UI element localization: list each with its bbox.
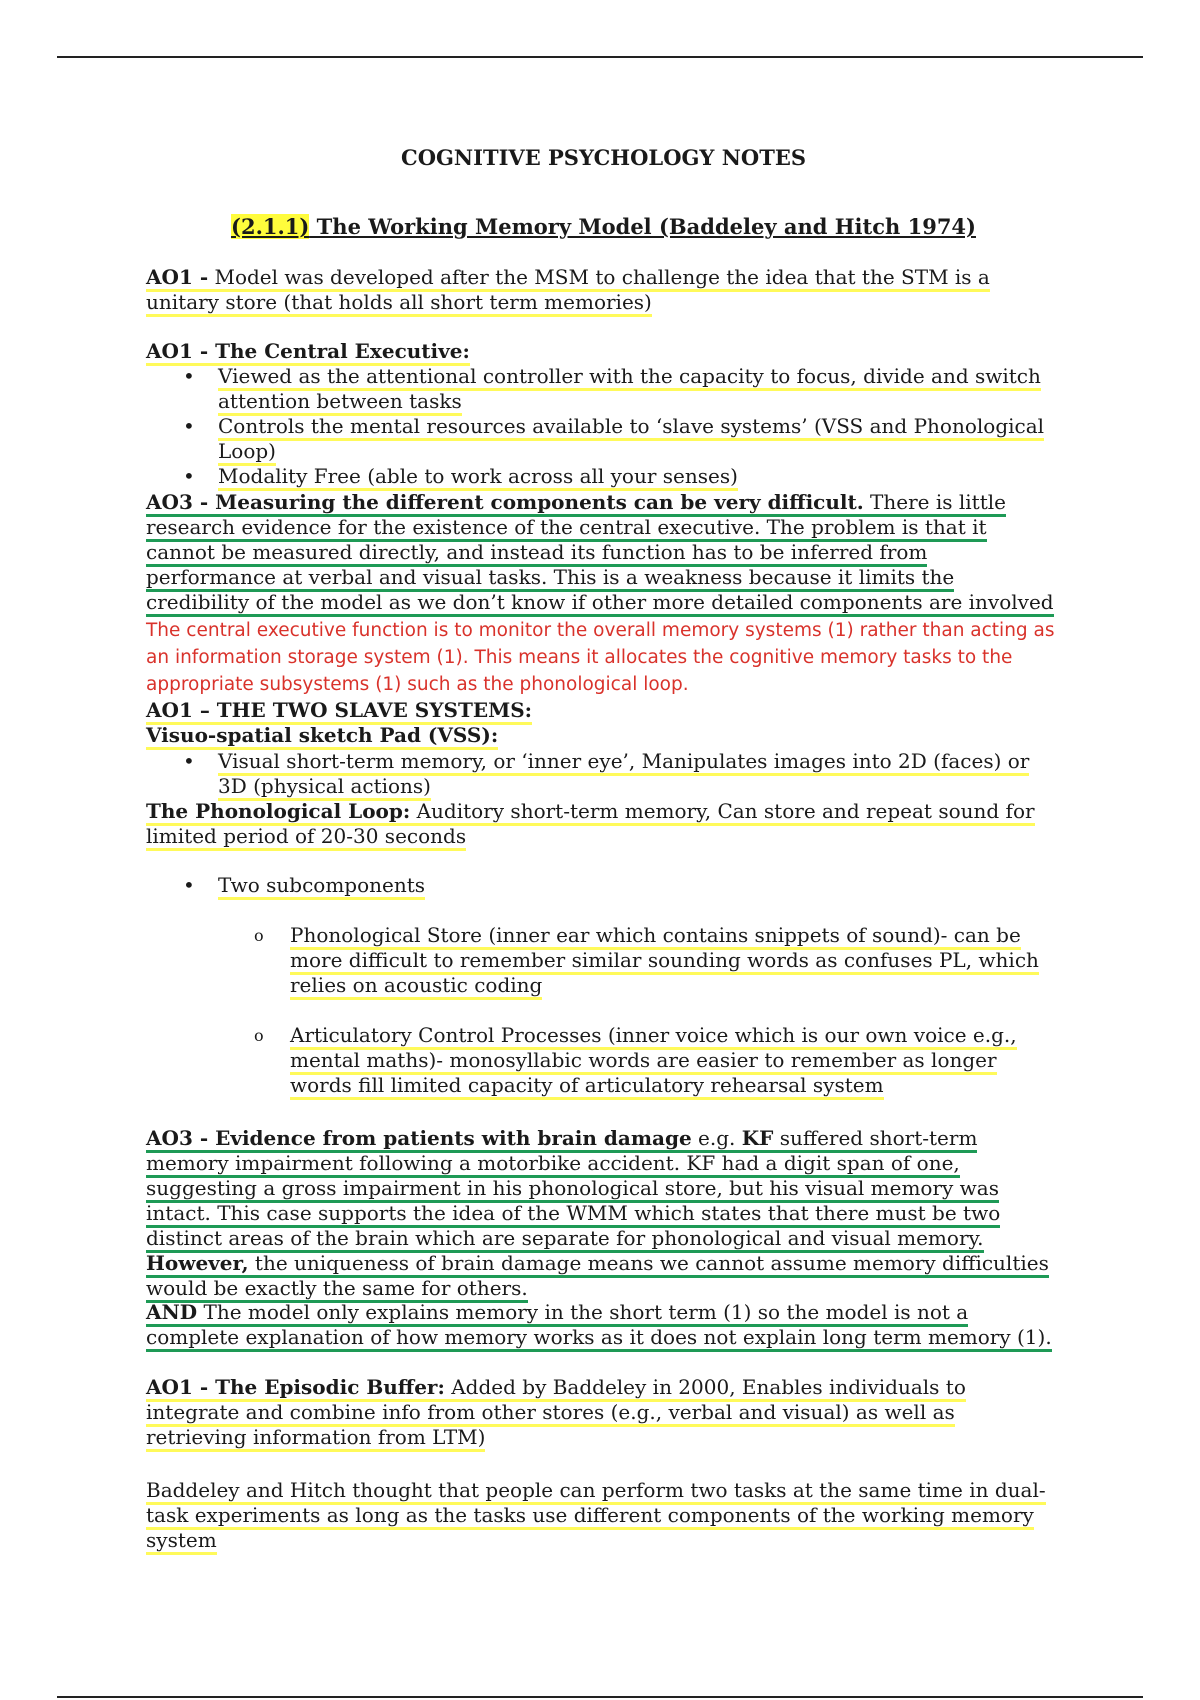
vss-heading-text: Visuo-spatial sketch Pad (VSS): — [146, 723, 499, 747]
ao3-brain-damage-however: However, — [146, 1251, 249, 1275]
vss-list — [146, 749, 1061, 799]
page-title: COGNITIVE PSYCHOLOGY NOTES — [400, 145, 807, 170]
list-item-text: Modality Free (able to work across all your senses) — [218, 464, 738, 491]
footer-rule — [57, 1696, 1143, 1698]
ao3-brain-damage-kf: KF — [741, 1126, 774, 1150]
ao3-measuring-paragraph — [146, 490, 1061, 615]
and-label: AND — [146, 1300, 198, 1324]
and-text: The model only explains memory in the short term (1) so the model is not a complete explanation of how memory works as it does not explain long term memory (1). — [146, 1300, 1052, 1349]
dual-task-text: Baddeley and Hitch thought that people can perform two tasks at the same time in dual-task experiments as long as the tasks use different components of the working memory system — [146, 1478, 1046, 1555]
list-item — [146, 414, 1061, 464]
ao3-brain-damage-text: suffered short-term memory impairment following a motorbike accident. KF had a digit span of one, suggesting a gross impairment in his phonological store, but his visual memory was intact. This case supports the idea of the WMM which states that there must be two distinct areas of the brain which are separate for phonological and visual memory. — [146, 1126, 1001, 1250]
sub-list-item — [146, 1023, 1061, 1098]
sub-list-item — [146, 923, 1061, 998]
section-code: (2.1.1) — [231, 214, 310, 239]
list-item — [146, 749, 1061, 799]
episodic-buffer-paragraph — [146, 1375, 1061, 1450]
list-item — [146, 873, 1061, 898]
ao3-brain-damage-eg: e.g. — [691, 1126, 742, 1150]
and-paragraph — [146, 1300, 1061, 1350]
slave-systems-heading — [146, 698, 1061, 723]
subcomponent-list — [146, 923, 1061, 1098]
ao3-brain-damage-label: AO3 - Evidence from patients with brain damage — [146, 1126, 692, 1150]
list-item — [146, 464, 1061, 489]
section-heading — [146, 214, 1061, 239]
mark-scheme-note: The central executive function is to monitor the overall memory systems (1) rather than acting as an information storage system (1). This means it allocates the cognitive memory tasks to the appropriate subsystems (1) such as the phonological loop. — [146, 620, 1055, 695]
central-executive-heading-text: AO1 - The Central Executive: — [146, 339, 470, 363]
episodic-buffer-label: AO1 - The Episodic Buffer: — [146, 1375, 445, 1399]
sub-list-item-text: Phonological Store (inner ear which contains snippets of sound)- can be more difficult to remember similar sounding words as confuses PL, which relies on acoustic coding — [290, 923, 1039, 1000]
list-item-text: Two subcomponents — [218, 873, 425, 900]
intro-label: AO1 - — [146, 265, 209, 289]
list-item-text: Visual short-term memory, or ‘inner eye’, Manipulates images into 2D (faces) or 3D (physical actions) — [218, 749, 1029, 801]
list-item — [146, 364, 1061, 414]
vss-heading — [146, 723, 1061, 748]
phonological-loop-text: Auditory short-term memory, Can store and repeat sound for limited period of 20-30 seconds — [146, 799, 1035, 848]
ao3-measuring-text: There is little research evidence for the existence of the central executive. The problem is that it cannot be measured directly, and instead its function has to be inferred from performance at verbal and visual tasks. This is a weakness because it limits the credibility of the model as we don’t know if other more detailed components are involved — [146, 490, 1054, 614]
phonological-loop-label: The Phonological Loop: — [146, 799, 411, 823]
ao3-measuring-label: AO3 - Measuring the different components can be very difficult. — [146, 490, 864, 514]
central-executive-heading — [146, 339, 1061, 364]
sub-list-item-text: Articulatory Control Processes (inner voice which is our own voice e.g., mental maths)- monosyllabic words are easier to remember as longer words fill limited capacity of articulatory rehearsal system — [290, 1023, 1017, 1100]
episodic-buffer-text: Added by Baddeley in 2000, Enables individuals to integrate and combine info from other stores (e.g., verbal and visual) as well as retrieving information from LTM) — [146, 1375, 966, 1449]
ao3-brain-damage-text-2: the uniqueness of brain damage means we cannot assume memory difficulties would be exactly the same for others. — [146, 1251, 1049, 1300]
list-item-text: Controls the mental resources available to ‘slave systems’ (VSS and Phonological Loop) — [218, 414, 1044, 466]
slave-systems-heading-text: AO1 – THE TWO SLAVE SYSTEMS: — [146, 698, 533, 722]
ao3-brain-damage-paragraph — [146, 1126, 1061, 1301]
phonological-loop-paragraph — [146, 799, 1061, 849]
central-executive-list — [146, 364, 1061, 489]
intro-paragraph — [146, 265, 1061, 315]
phonological-loop-list — [146, 873, 1061, 898]
section-heading-text: The Working Memory Model (Baddeley and Hitch 1974) — [309, 214, 976, 239]
list-item-text: Viewed as the attentional controller with the capacity to focus, divide and switch attention between tasks — [218, 364, 1041, 416]
dual-task-paragraph — [146, 1478, 1061, 1553]
header-rule — [57, 56, 1143, 58]
intro-text: Model was developed after the MSM to challenge the idea that the STM is a unitary store (that holds all short term memories) — [146, 265, 990, 314]
